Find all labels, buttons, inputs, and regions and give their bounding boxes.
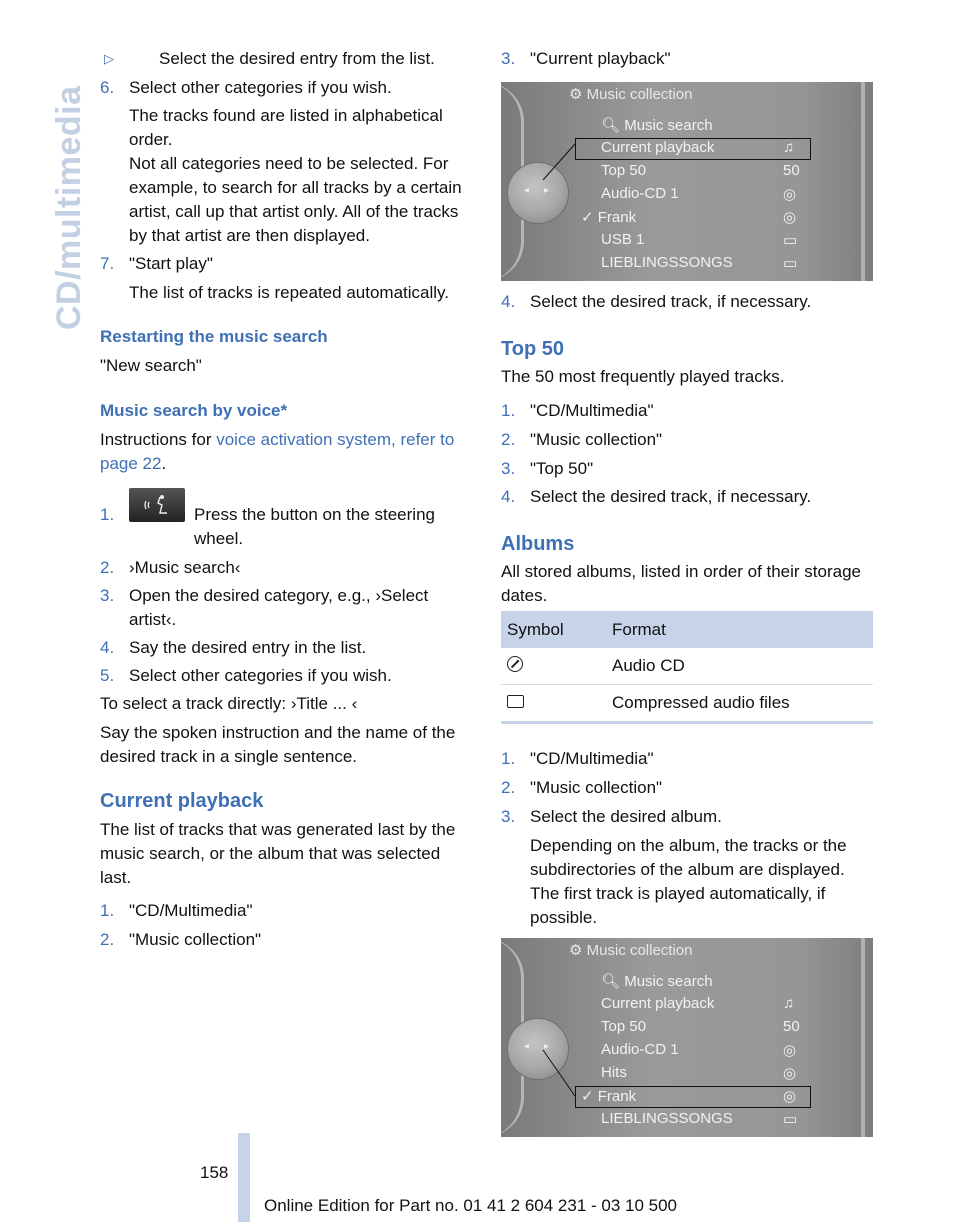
right-arrow-icon: ▸ bbox=[544, 185, 550, 196]
table-cell bbox=[501, 685, 612, 723]
settings-icon: ⚙ bbox=[569, 86, 587, 103]
step-number: 4. bbox=[501, 487, 516, 506]
current-text: The list of tracks that was generated last by the music search, or the album that was selected last. bbox=[100, 820, 456, 887]
step-number: 7. bbox=[100, 254, 115, 273]
scroll-rail bbox=[861, 82, 865, 281]
disc-icon: ◎ bbox=[783, 1042, 797, 1059]
folder-icon: ▭ bbox=[783, 232, 798, 249]
callout-line bbox=[541, 1048, 591, 1098]
step-text: "CD/Multimedia" bbox=[530, 401, 654, 420]
step-text: ›Music search‹ bbox=[129, 558, 241, 577]
menu-item-label: Frank bbox=[597, 209, 637, 226]
column-header: Format bbox=[612, 611, 873, 648]
step-number: 1. bbox=[100, 901, 115, 920]
step-text: Open the desired category, e.g., ›Select artist‹. bbox=[129, 586, 429, 629]
disc-icon: ◎ bbox=[783, 209, 797, 226]
albums-heading: Albums bbox=[501, 533, 575, 555]
step-number: 6. bbox=[100, 78, 115, 97]
step-note: Not all categories need to be selected. For example, to search for all tracks by a certain artist, call up that artist only. All of the tracks by that artist are then displayed. bbox=[129, 154, 462, 245]
step-text: "Music collection" bbox=[129, 930, 262, 949]
step-number: 2. bbox=[501, 778, 516, 797]
albums-text: All stored albums, listed in order of their storage dates. bbox=[501, 562, 862, 605]
menu-item: Top 50 bbox=[601, 1018, 647, 1035]
playlist-icon: ♫ bbox=[783, 995, 795, 1012]
right-arrow-icon: ▸ bbox=[544, 1041, 550, 1052]
search-icon: 🔍︎ bbox=[601, 973, 625, 990]
direct-title: To select a track directly: ›Title ... ‹ bbox=[100, 694, 358, 713]
top50-text: The 50 most frequently played tracks. bbox=[501, 367, 785, 386]
step-text: "Start play" bbox=[129, 254, 213, 273]
menu-item: USB 1 bbox=[601, 231, 645, 248]
menu-item bbox=[601, 972, 713, 990]
step-text: "Current playback" bbox=[530, 49, 671, 68]
check-icon: ✓ bbox=[581, 1088, 598, 1105]
voice-intro bbox=[100, 428, 474, 476]
step-text: Select the desired track, if necessary. bbox=[530, 487, 812, 506]
menu-item: Current playback bbox=[601, 995, 715, 1012]
step-note: Depending on the album, the tracks or the subdirectories of the album are displayed. The first track is played automatically, if possible. bbox=[530, 836, 847, 927]
step-text: "CD/Multimedia" bbox=[129, 901, 253, 920]
screen-title-text: Music collection bbox=[586, 86, 693, 103]
voice-button-image bbox=[129, 488, 185, 522]
restart-text: "New search" bbox=[100, 356, 202, 375]
menu-item: Audio-CD 1 bbox=[601, 185, 679, 202]
side-title: CD/multimedia bbox=[50, 85, 88, 330]
step-text: "Top 50" bbox=[530, 459, 594, 478]
step-text: Select the desired track, if necessary. bbox=[530, 292, 812, 311]
restart-heading: Restarting the music search bbox=[100, 327, 328, 346]
step-note: The tracks found are listed in alphabetical order. bbox=[129, 106, 443, 149]
step-number: 2. bbox=[100, 930, 115, 949]
settings-icon: ⚙ bbox=[569, 942, 587, 959]
column-header: Symbol bbox=[501, 611, 612, 648]
table-cell: Compressed audio files bbox=[612, 685, 873, 723]
playlist-icon: ♫ bbox=[783, 139, 795, 156]
voice-intro-end: . bbox=[161, 454, 167, 473]
folder-icon bbox=[507, 695, 524, 708]
disc-icon: ◎ bbox=[783, 186, 797, 203]
menu-item bbox=[601, 116, 713, 134]
table-header-row bbox=[501, 611, 873, 648]
table-row bbox=[501, 685, 873, 723]
menu-item bbox=[581, 208, 636, 226]
step-number: 1. bbox=[501, 401, 516, 420]
voice-link[interactable]: voice activation system, refer to page 22 bbox=[100, 430, 455, 473]
step-number: 3. bbox=[501, 807, 516, 826]
menu-item-label: Music search bbox=[624, 117, 713, 134]
folder-icon: ▭ bbox=[783, 1111, 798, 1128]
menu-item: Audio-CD 1 bbox=[601, 1041, 679, 1058]
check-icon: ✓ bbox=[581, 209, 598, 226]
folder-icon: ▭ bbox=[783, 255, 798, 272]
step-text: "Music collection" bbox=[530, 778, 663, 797]
step-text: Say the desired entry in the list. bbox=[129, 638, 367, 657]
menu-item: LIEBLINGSSONGS bbox=[601, 254, 733, 271]
screen-albums bbox=[501, 938, 873, 1137]
step-note: The list of tracks is repeated automatically. bbox=[129, 283, 449, 302]
step-number: 1. bbox=[501, 749, 516, 768]
menu-item-value: 50 bbox=[783, 162, 800, 179]
step-number: 3. bbox=[501, 49, 516, 68]
step-number: 5. bbox=[100, 666, 115, 685]
disc-icon bbox=[507, 656, 523, 672]
step-text: "CD/Multimedia" bbox=[530, 749, 654, 768]
symbol-table bbox=[501, 611, 873, 724]
scroll-rail bbox=[861, 938, 865, 1137]
step-number: 2. bbox=[100, 558, 115, 577]
online-edition: Online Edition for Part no. 01 41 2 604 231 - 03 10 500 bbox=[264, 1196, 678, 1215]
menu-item-label: Music search bbox=[624, 973, 713, 990]
left-arrow-icon: ◂ bbox=[524, 185, 530, 196]
current-heading: Current playback bbox=[100, 790, 264, 812]
menu-item-value: 50 bbox=[783, 1018, 800, 1035]
step-number: 2. bbox=[501, 430, 516, 449]
top50-heading: Top 50 bbox=[501, 338, 564, 360]
footer-bar bbox=[238, 1133, 250, 1222]
step-1-text: Press the button on the steering wheel. bbox=[194, 505, 435, 548]
step-number: 3. bbox=[501, 459, 516, 478]
callout-line bbox=[541, 142, 591, 182]
table-cell: Audio CD bbox=[612, 648, 873, 685]
step-text bbox=[194, 503, 474, 551]
page-number: 158 bbox=[200, 1163, 229, 1182]
menu-item-label: Frank bbox=[597, 1088, 637, 1105]
direct-text: Say the spoken instruction and the name of the desired track in a single sentence. bbox=[100, 723, 456, 766]
voice-intro-text: Instructions for bbox=[100, 430, 217, 449]
left-arrow-icon: ◂ bbox=[524, 1041, 530, 1052]
screen-title-text: Music collection bbox=[586, 942, 693, 959]
disc-icon: ◎ bbox=[783, 1065, 797, 1082]
step-number: 3. bbox=[100, 586, 115, 605]
disc-icon: ◎ bbox=[783, 1088, 797, 1105]
screen-title bbox=[569, 941, 693, 959]
table-row bbox=[501, 648, 873, 685]
voice-icon bbox=[142, 493, 172, 517]
step-number: 1. bbox=[100, 505, 115, 524]
screen-title bbox=[569, 85, 693, 103]
step-text: Select the desired album. bbox=[530, 807, 722, 826]
search-icon: 🔍︎ bbox=[601, 117, 625, 134]
bullet: ▷ bbox=[104, 51, 114, 66]
voice-heading: Music search by voice* bbox=[100, 401, 288, 420]
step-text: Select other categories if you wish. bbox=[129, 78, 392, 97]
step-text: Select other categories if you wish. bbox=[129, 666, 392, 685]
menu-item: Top 50 bbox=[601, 162, 647, 179]
step-text: Select the desired entry from the list. bbox=[159, 49, 435, 68]
menu-item: Current playback bbox=[601, 139, 715, 156]
table-cell bbox=[501, 648, 612, 685]
menu-item: LIEBLINGSSONGS bbox=[601, 1110, 733, 1127]
menu-item: Hits bbox=[601, 1064, 627, 1081]
step-number: 4. bbox=[100, 638, 115, 657]
step-text: "Music collection" bbox=[530, 430, 663, 449]
step-number: 4. bbox=[501, 292, 516, 311]
